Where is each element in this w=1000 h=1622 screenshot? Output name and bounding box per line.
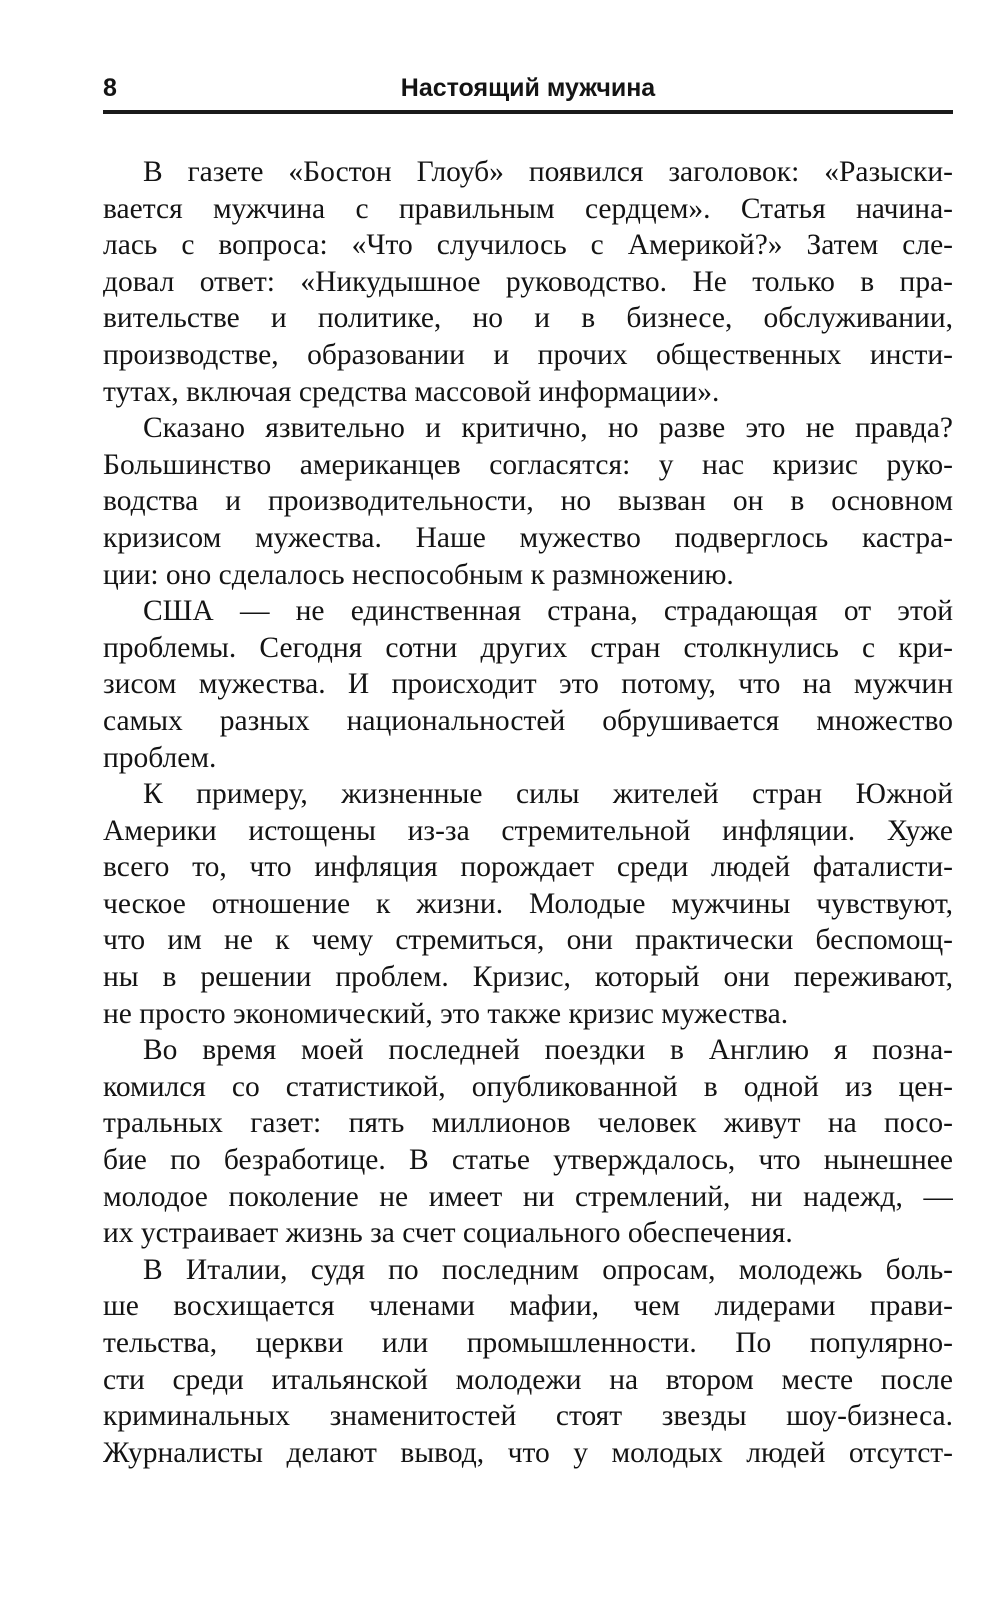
text-line: лась с вопроса: «Что случилось с Америкой?» Затем сле- [103, 229, 953, 262]
paragraph [103, 154, 953, 410]
text-line: бие по безработице. В статье утверждалось, что нынешнее [103, 1144, 953, 1177]
text-line: ции: оно сделалось неспособным к размножению. [103, 558, 734, 591]
paragraph [103, 410, 953, 593]
text-line: проблемы. Сегодня сотни других стран столкнулись с кри- [103, 631, 953, 664]
paragraph [103, 1252, 953, 1472]
text-line: производстве, образовании и прочих общественных инсти- [103, 338, 953, 371]
text-line: молодое поколение не имеет ни стремлений, ни надежд, — [103, 1180, 953, 1213]
text-line: ны в решении проблем. Кризис, который они переживают, [103, 961, 953, 994]
running-head [103, 68, 953, 108]
text-line: что им не к чему стремиться, они практически беспомощ- [103, 924, 953, 957]
text-line: В газете «Бостон Глоуб» появился заголовок: «Разыски- [143, 156, 953, 188]
text-line: самых разных национальностей обрушивается множество [103, 704, 953, 737]
paragraph [103, 593, 953, 776]
text-line: зисом мужества. И происходит это потому, что на мужчин [103, 668, 953, 701]
paragraph [103, 776, 953, 1032]
page-number: 8 [103, 74, 117, 102]
text-line: водства и производительности, но вызван он в основном [103, 485, 953, 518]
text-line: кризисом мужества. Наше мужество подверглось кастра- [103, 521, 953, 554]
text-line: Журналисты делают вывод, что у молодых людей отсутст- [103, 1436, 953, 1469]
header-rule [103, 110, 953, 114]
text-line: Во время моей последней поездки в Англию я позна- [143, 1034, 953, 1067]
text-line: вительстве и политике, но и в бизнесе, обслуживании, [103, 302, 953, 335]
text-line: Америки истощены из-за стремительной инфляции. Хуже [103, 814, 953, 847]
text-line: криминальных знаменитостей стоят звезды шоу-бизнеса. [103, 1400, 953, 1433]
text-line: В Италии, судя по последним опросам, молодежь боль- [143, 1253, 953, 1286]
text-line: довал ответ: «Никудышное руководство. Не только в пра- [103, 265, 953, 298]
text-line: вается мужчина с правильным сердцем». Статья начина- [103, 192, 953, 225]
text-line: всего то, что инфляция порождает среди людей фаталисти- [103, 851, 953, 884]
text-line: К примеру, жизненные силы жителей стран Южной [143, 778, 953, 811]
text-line: проблем. [103, 741, 217, 774]
text-line: ше восхищается членами мафии, чем лидерами прави- [103, 1290, 953, 1323]
paragraph [103, 1032, 953, 1252]
text-line: Сказано язвительно и критично, но разве это не правда? [143, 412, 953, 445]
text-line: тральных газет: пять миллионов человек живут на посо- [103, 1107, 953, 1140]
text-line: Большинство американцев согласятся: у нас кризис руко- [103, 448, 953, 481]
text-line: ческое отношение к жизни. Молодые мужчины чувствуют, [103, 887, 953, 920]
text-line: тутах, включая средства массовой информации». [103, 375, 720, 408]
text-line: тельства, церкви или промышленности. По популярно- [103, 1327, 953, 1359]
text-line: не просто экономический, это также кризис мужества. [103, 997, 789, 1030]
text-line: комился со статистикой, опубликованной в одной из цен- [103, 1070, 953, 1103]
text-line: их устраивает жизнь за счет социального обеспечения. [103, 1217, 793, 1250]
running-title: Настоящий мужчина [400, 74, 656, 102]
body-text [103, 154, 953, 1471]
text-line: США — не единственная страна, страдающая от этой [143, 595, 953, 628]
text-line: сти среди итальянской молодежи на втором месте после [103, 1363, 953, 1396]
